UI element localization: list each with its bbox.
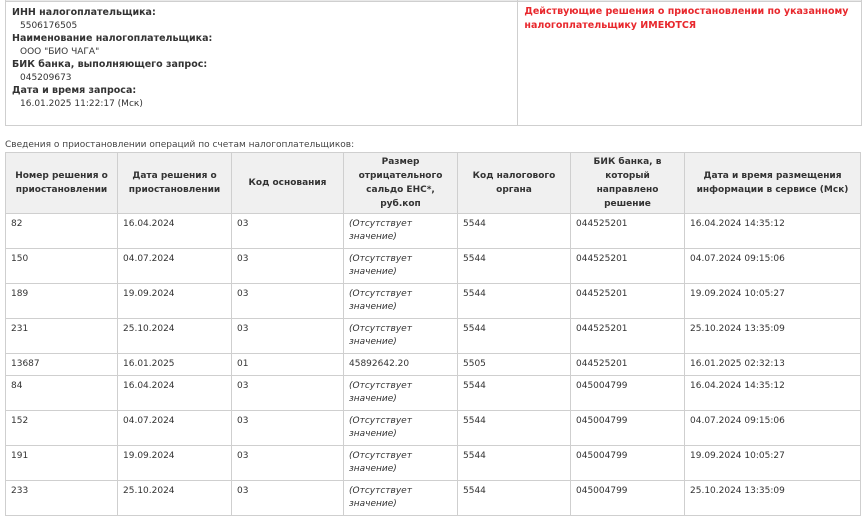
cell-tax-authority-code: 5544 xyxy=(458,214,571,249)
cell-basis-code: 03 xyxy=(232,319,344,354)
col-header-decision-date: Дата решения о приостановлении xyxy=(118,153,232,214)
request-info-column xyxy=(6,0,518,125)
cell-decision-number: 191 xyxy=(6,446,118,481)
table-row xyxy=(6,284,861,319)
cell-posted-datetime: 25.10.2024 13:35:09 xyxy=(685,319,861,354)
table-row xyxy=(6,481,861,516)
bik-value: 045209673 xyxy=(20,73,72,83)
cell-bank-bik: 044525201 xyxy=(571,319,685,354)
table-row xyxy=(6,376,861,411)
cell-decision-date: 04.07.2024 xyxy=(118,411,232,446)
cell-posted-datetime: 16.04.2024 14:35:12 xyxy=(685,214,861,249)
cell-bank-bik: 044525201 xyxy=(571,354,685,376)
col-header-posted-datetime: Дата и время размещения информации в сервисе (Мск) xyxy=(685,153,861,214)
cell-decision-date: 04.07.2024 xyxy=(118,249,232,284)
cell-negative-balance: (Отсутствует значение) xyxy=(344,319,458,354)
cell-decision-number: 82 xyxy=(6,214,118,249)
table-row xyxy=(6,446,861,481)
cell-decision-number: 150 xyxy=(6,249,118,284)
table-header-row xyxy=(6,153,861,214)
cell-posted-datetime: 19.09.2024 10:05:27 xyxy=(685,446,861,481)
cell-tax-authority-code: 5544 xyxy=(458,249,571,284)
request-info-body xyxy=(6,2,517,112)
cell-tax-authority-code: 5505 xyxy=(458,354,571,376)
cell-decision-date: 16.04.2024 xyxy=(118,214,232,249)
request-summary-panel xyxy=(5,0,862,126)
cell-decision-number: 152 xyxy=(6,411,118,446)
cell-negative-balance: (Отсутствует значение) xyxy=(344,376,458,411)
taxpayer-name-value: ООО "БИО ЧАГА" xyxy=(20,47,100,57)
cell-basis-code: 03 xyxy=(232,376,344,411)
cell-posted-datetime: 04.07.2024 09:15:06 xyxy=(685,411,861,446)
col-header-negative-balance: Размер отрицательного сальдо ЕНС*, руб.коп xyxy=(344,153,458,214)
cell-tax-authority-code: 5544 xyxy=(458,376,571,411)
operations-section-title: Сведения о приостановлении операций по счетам налогоплательщиков: xyxy=(5,140,355,150)
cell-negative-balance: (Отсутствует значение) xyxy=(344,446,458,481)
cell-decision-date: 19.09.2024 xyxy=(118,446,232,481)
cell-basis-code: 03 xyxy=(232,411,344,446)
cell-tax-authority-code: 5544 xyxy=(458,284,571,319)
cell-negative-balance: (Отсутствует значение) xyxy=(344,249,458,284)
inn-value: 5506176505 xyxy=(20,21,78,31)
cell-negative-balance: (Отсутствует значение) xyxy=(344,411,458,446)
cell-tax-authority-code: 5544 xyxy=(458,411,571,446)
cell-decision-number: 233 xyxy=(6,481,118,516)
cell-basis-code: 03 xyxy=(232,214,344,249)
cell-bank-bik: 045004799 xyxy=(571,376,685,411)
col-header-decision-number: Номер решения о приостановлении xyxy=(6,153,118,214)
cell-basis-code: 03 xyxy=(232,249,344,284)
cell-decision-number: 13687 xyxy=(6,354,118,376)
cell-bank-bik: 044525201 xyxy=(571,249,685,284)
table-row xyxy=(6,354,861,376)
cell-tax-authority-code: 5544 xyxy=(458,446,571,481)
cell-decision-number: 231 xyxy=(6,319,118,354)
col-header-bank-bik: БИК банка, в который направлено решение xyxy=(571,153,685,214)
cell-decision-date: 19.09.2024 xyxy=(118,284,232,319)
cell-decision-date: 25.10.2024 xyxy=(118,319,232,354)
table-row xyxy=(6,411,861,446)
cell-bank-bik: 045004799 xyxy=(571,411,685,446)
cell-decision-number: 84 xyxy=(6,376,118,411)
cell-decision-date: 25.10.2024 xyxy=(118,481,232,516)
cell-decision-number: 189 xyxy=(6,284,118,319)
request-datetime-label: Дата и время запроса: xyxy=(12,85,137,96)
cell-basis-code: 03 xyxy=(232,481,344,516)
cell-negative-balance: 45892642.20 xyxy=(344,354,458,376)
request-datetime-value: 16.01.2025 11:22:17 (Мск) xyxy=(20,99,143,109)
cell-negative-balance: (Отсутствует значение) xyxy=(344,214,458,249)
cell-negative-balance: (Отсутствует значение) xyxy=(344,481,458,516)
cell-bank-bik: 044525201 xyxy=(571,214,685,249)
cell-basis-code: 01 xyxy=(232,354,344,376)
cell-bank-bik: 044525201 xyxy=(571,284,685,319)
request-result-text: Действующие решения о приостановлении по указанному налогоплательщику ИМЕЮТСЯ xyxy=(524,6,849,31)
col-header-basis-code: Код основания xyxy=(232,153,344,214)
cell-basis-code: 03 xyxy=(232,446,344,481)
col-header-tax-authority-code: Код налогового органа xyxy=(458,153,571,214)
cell-posted-datetime: 25.10.2024 13:35:09 xyxy=(685,481,861,516)
cell-bank-bik: 045004799 xyxy=(571,446,685,481)
cell-decision-date: 16.04.2024 xyxy=(118,376,232,411)
inn-label: ИНН налогоплательщика: xyxy=(12,7,156,18)
cell-posted-datetime: 16.04.2024 14:35:12 xyxy=(685,376,861,411)
cell-posted-datetime: 04.07.2024 09:15:06 xyxy=(685,249,861,284)
cell-tax-authority-code: 5544 xyxy=(458,319,571,354)
taxpayer-name-label: Наименование налогоплательщика: xyxy=(12,33,213,44)
cell-posted-datetime: 19.09.2024 10:05:27 xyxy=(685,284,861,319)
cell-decision-date: 16.01.2025 xyxy=(118,354,232,376)
table-row xyxy=(6,249,861,284)
cell-negative-balance: (Отсутствует значение) xyxy=(344,284,458,319)
cell-tax-authority-code: 5544 xyxy=(458,481,571,516)
suspension-table xyxy=(5,152,861,516)
cell-basis-code: 03 xyxy=(232,284,344,319)
cell-bank-bik: 045004799 xyxy=(571,481,685,516)
request-result-column xyxy=(518,0,861,125)
table-row xyxy=(6,319,861,354)
bik-label: БИК банка, выполняющего запрос: xyxy=(12,59,208,70)
cell-posted-datetime: 16.01.2025 02:32:13 xyxy=(685,354,861,376)
table-row xyxy=(6,214,861,249)
